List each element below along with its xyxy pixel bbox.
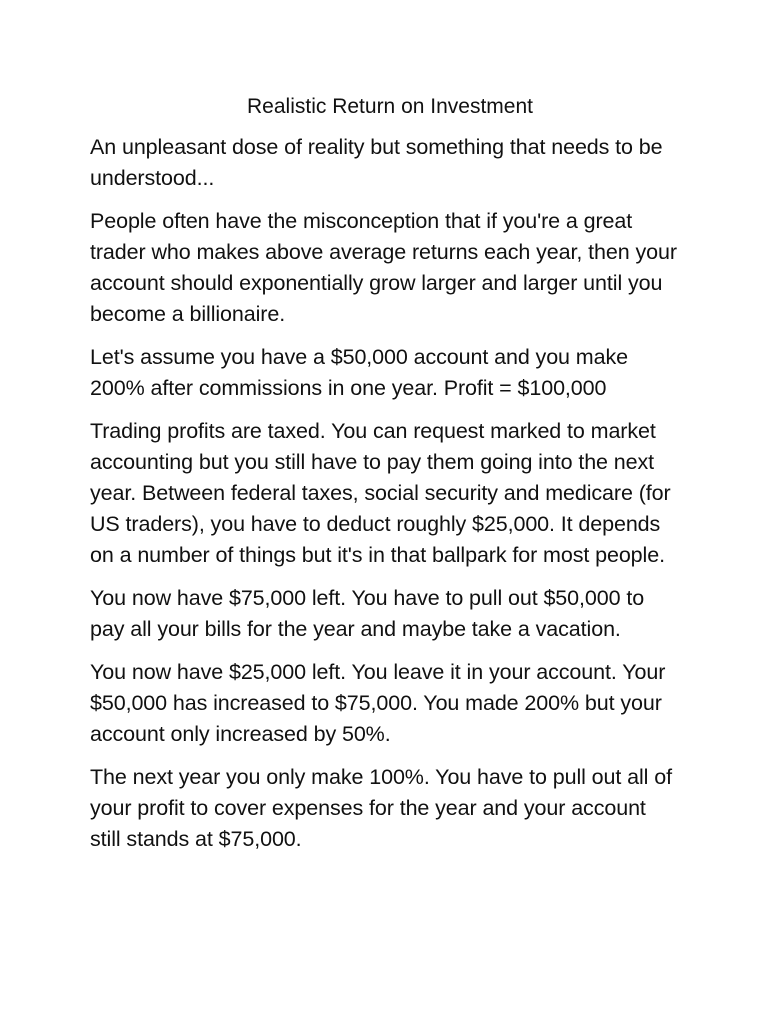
paragraph-taxes: Trading profits are taxed. You can request marked to market accounting but you still have to pay them going into the next year. Between federal taxes, social security and medicare (for US traders), you have to deduct roughly $25,000. It depends on a number of things but it's in that ballpark for most people. <box>90 419 671 567</box>
paragraph-remaining: You now have $25,000 left. You leave it in your account. Your $50,000 has increased to $75,000. You made 200% but your account only increased by 50%. <box>90 660 666 746</box>
document-page <box>90 92 680 867</box>
document-title: Realistic Return on Investment <box>247 95 533 118</box>
paragraph-misconception: People often have the misconception that if you're a great trader who makes above average returns each year, then your account should exponentially grow larger and larger until you become a billionaire. <box>90 209 677 326</box>
paragraph-next-year: The next year you only make 100%. You have to pull out all of your profit to cover expenses for the year and your account still stands at $75,000. <box>90 765 672 851</box>
paragraph-assumption: Let's assume you have a $50,000 account and you make 200% after commissions in one year. Profit = $100,000 <box>90 345 628 400</box>
paragraph-intro: An unpleasant dose of reality but something that needs to be understood... <box>90 135 663 190</box>
paragraph-expenses: You now have $75,000 left. You have to pull out $50,000 to pay all your bills for the year and maybe take a vacation. <box>90 586 645 641</box>
